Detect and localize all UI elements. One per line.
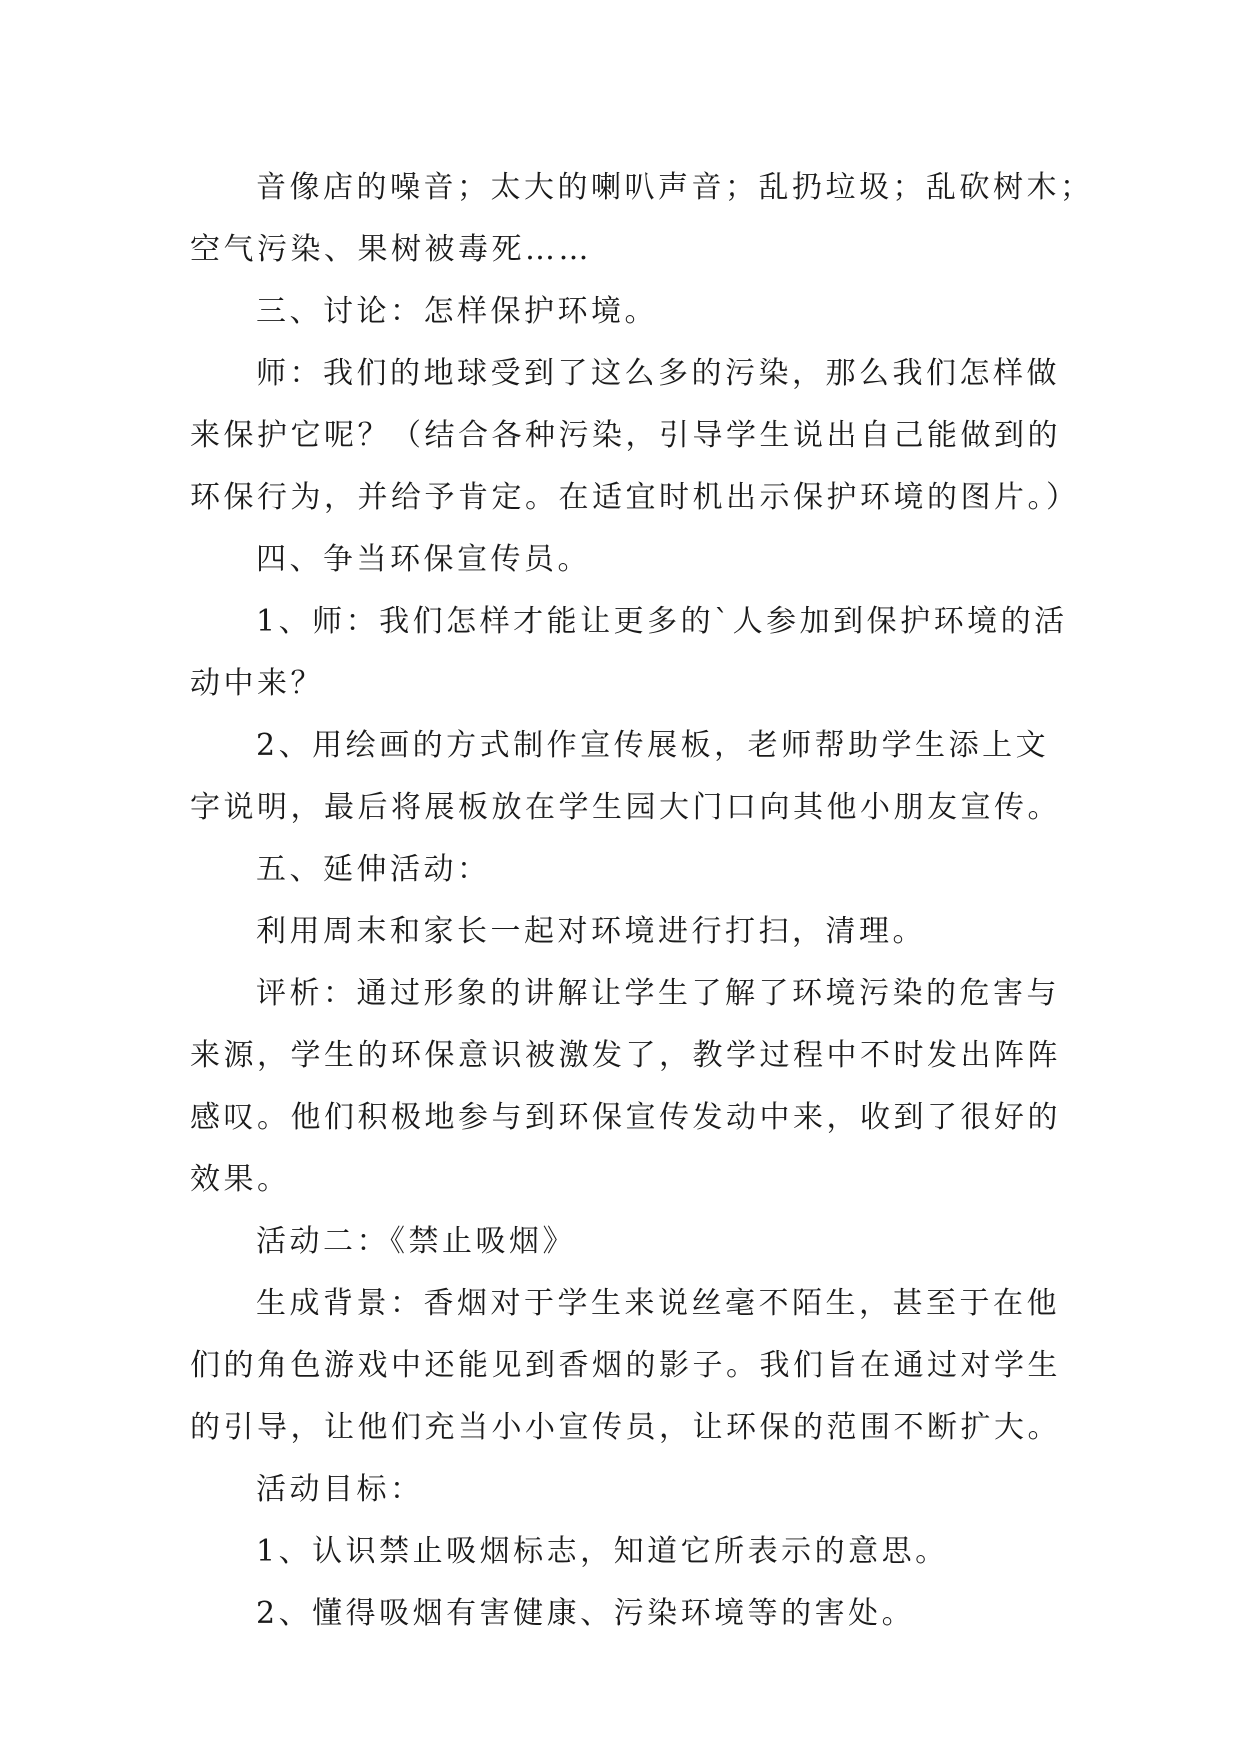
paragraph-line: 师：我们的地球受到了这么多的污染，那么我们怎样做 bbox=[256, 356, 1060, 391]
paragraph-line: 2、用绘画的方式制作宣传展板，老师帮助学生添上文 bbox=[256, 728, 1050, 763]
paragraph-line: 评析：通过形象的讲解让学生了解了环境污染的危害与 bbox=[256, 976, 1060, 1011]
paragraph-line: 1、师：我们怎样才能让更多的`人参加到保护环境的活 bbox=[256, 604, 1068, 639]
section-heading: 四、争当环保宣传员。 bbox=[256, 542, 591, 577]
paragraph-line: 音像店的噪音；太大的喇叭声音；乱扔垃圾；乱砍树木； bbox=[256, 170, 1094, 205]
paragraph-line: 动中来？ bbox=[190, 666, 324, 701]
paragraph-line: 的引导，让他们充当小小宣传员，让环保的范围不断扩大。 bbox=[190, 1410, 1061, 1445]
paragraph-line: 们的角色游戏中还能见到香烟的影子。我们旨在通过对学生 bbox=[190, 1348, 1061, 1383]
section-heading: 活动目标： bbox=[256, 1472, 424, 1507]
section-heading: 五、延伸活动： bbox=[256, 852, 491, 887]
paragraph-line: 来保护它呢？（结合各种污染，引导学生说出自己能做到的 bbox=[190, 418, 1061, 453]
paragraph-line: 字说明，最后将展板放在学生园大门口向其他小朋友宣传。 bbox=[190, 790, 1061, 825]
paragraph-line: 空气污染、果树被毒死…… bbox=[190, 232, 592, 267]
paragraph-line: 效果。 bbox=[190, 1162, 291, 1197]
section-heading: 三、讨论：怎样保护环境。 bbox=[256, 294, 658, 329]
list-item: 2、懂得吸烟有害健康、污染环境等的害处。 bbox=[256, 1596, 916, 1631]
paragraph-line: 来源，学生的环保意识被激发了，教学过程中不时发出阵阵 bbox=[190, 1038, 1061, 1073]
paragraph-line: 利用周末和家长一起对环境进行打扫，清理。 bbox=[256, 914, 926, 949]
paragraph-line: 环保行为，并给予肯定。在适宜时机出示保护环境的图片。） bbox=[190, 480, 1080, 515]
paragraph-line: 生成背景：香烟对于学生来说丝毫不陌生，甚至于在他 bbox=[256, 1286, 1060, 1321]
section-heading: 活动二：《禁止吸烟》 bbox=[256, 1224, 576, 1259]
paragraph-line: 感叹。他们积极地参与到环保宣传发动中来，收到了很好的 bbox=[190, 1100, 1061, 1135]
list-item: 1、认识禁止吸烟标志，知道它所表示的意思。 bbox=[256, 1534, 949, 1569]
